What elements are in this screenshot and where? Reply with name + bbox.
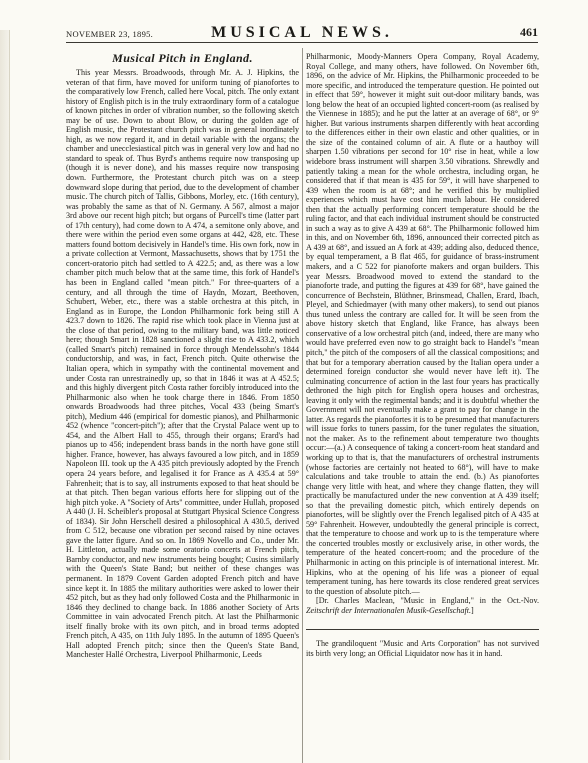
news-note bbox=[306, 639, 539, 658]
header-rule bbox=[66, 42, 538, 43]
source-prefix: [Dr. Charles Maclean, "Music in England," in the Oct.-Nov. bbox=[316, 596, 539, 606]
article-source bbox=[306, 596, 539, 615]
right-column bbox=[306, 52, 539, 658]
article-body-right: Philharmonic, Moody-Manners Opera Company, Royal Academy, Royal College, and many others, have followed. On November 6th, 1896, on the advice of Mr. Hipkins, the Philharmonic proceeded to be more specific, and introduced the temperature question. He pointed out in effect that 59°, however it might suit out-door military bands, was long below the heat of an occupied lighted concert-room (as realised by the Viennese in 1885); and he put the latter at an average of 68°, or 9° higher. But various instruments sharpen differently with heat according to the differences either in their own elastic and other qualities, or in the size of the contained column of air. A flute or a hautboy will sharpen 1.50 vibrations per second for 10° rise in heat, while a low wideborе brass instrument will sharpen 3.50 vibrations. Shrewdly and patiently taking a mean for the whole orchestra, including organ, he considered that if that mean is 435 for 59°, it will have sharpened to 439 when the room is at 68°; and he verified this by multiplied experiences which must have cost him much labour. He considered then that the actually performing concert temperature should be the ruling factor, and that each individual instrument should be constructed in such a way as to give A 439 at 68°. The Philharmonic followed him in this, and on November 6th, 1896, announced their corrected pitch as A 439 at 68°, and issued an A fork at 439; adding also, deduced thence, by equal temperament, a B flat 465, for guidance of brass-instrument makers, and a C 522 for pianoforte makers and organ builders. This year Messrs. Broadwood moved to extend the standard to the pianoforte trade, and putting the figures at 439 for 68°, have gained the concurrence of Bechstein, Blüthner, Brinsmead, Challen, Erard, Ibach, Pleyel, and Schiedmayer (with many other makers), to send out pianos thus tuned unless the contrary are called for. It will be seen from the above history sketch that England, like France, has always been conservative of a low orchestral pitch (and, indeed, there are many who would have preferred even now to go straight back to Handel's "mean pitch," the pitch of the composers of all the classical compositions; and that but for a temporary aberration caused by the Italian opera under a determined foreign conductor she would never have left it). The culminating concurrence of action in the last four years has practically dethroned the high pitch for English opera houses and orchestras, leaving it only with the regimental bands; and it is doubtful whether the Government will not eventually make a grant to pay for change in the latter. As regards the pianofortes it is to be presumed that manufacturers will issue forks to tuners passim, for the tuner regulates the situation, not the maker. As to the refinement about temperature two thoughts occur:—(a.) A consequence of taking a concert-room heat standard and working up to that is, that the manufacturers of orchestral instruments (whose factories are certainly not heated to 68°), will have to make calculations and take trouble to attain the end. (b.) As pianofortes change very little with heat, and where they change flatten, they will practically be manufactured under the new convention at A 439 itself; so that the prevailing domestic pitch, which entirely depends on pianofortes, will be slightly over the French legalised pitch of A 435 at 59° Fahrenheit. However, undoubtedly the general principle is correct, that the temperature to choose and work up to is the temperature where the concerted troubles mostly or exclusively arise, in other words, the temperature of the heated concert-room; and the procedure of the Philharmonic in acting on this principle is of international interest. Mr. Hipkins, who at the opening of his life was a pioneer of equal temperament tuning, has here towards its close rendered great services to the question of absolute pitch.— bbox=[306, 52, 539, 596]
page-number: 461 bbox=[520, 25, 538, 39]
source-journal: Zeitschrift der Internationalen Musik-Gesellschaft. bbox=[306, 605, 471, 615]
issue-date: NOVEMBER 23, 1895. bbox=[66, 29, 154, 39]
binding-edge bbox=[0, 30, 10, 760]
left-column bbox=[66, 52, 299, 660]
news-note-text: The grandiloquent "Music and Arts Corporation" has not survived its birth very long; an Official Liquidator now has it in hand. bbox=[306, 639, 539, 658]
section-rule bbox=[306, 629, 539, 630]
article-body-left: This year Messrs. Broadwoods, through Mr. A. J. Hipkins, the veteran of that firm, have moved for uniform tuning of pianofortes to the comparatively low French, called here Vocal, pitch. The only extant history of English pitch is in the truly extraordinary form of a catalogue of known pitches in order of vibration number, so the following sketch may be of use. Down to about Blow, or during the golden age of English music, the Protestant church pitch was in general inordinately high, as we now regard it, and in detail variable with the organs; the chamber and unecclesiastical pitch was in general very low and had no standard to speak of. Thus Byrd's anthems require now transposing up (though it is never done), and his masses require now transposing down. Furthermore, the Protestant church pitch was on a steep downward slope during that period, due to the development of chamber music. The church pitch of Tallis, Gibbons, Morley, etc. (16th century), was probably the same as that of N. Germany. A 567, almost a major 3rd above our recent high pitch; but organs of Purcell's time (latter part of 17th century), had come down to A 474, a semitone only above, and there were within the period even some organs at 442, 428, etc. These matters found bottom decisively in Handel's time. His own fork, now in a private collection at Vermont, Massachusetts, shows that by 1751 the concert-oratorio pitch had settled to A 422.5; and, as there was a low chamber pitch much below that at the same time, this fork of Handel's has been in England called "mean pitch." For three-quarters of a century, and all through the time of Haydn, Mozart, Beethoven, Schubert, Weber, etc., there was a stable orchestra at this pitch, in England as in Europe, the London Philharmonic fork being still A 423.7 down to 1826. The rapid rise which took place in Vienna just at the close of that period, owing to the military band, was little noticed here; though Smart in 1828 sanctioned a slight rise to A 433.2, which (called Smart's pitch) remained in force through Mendelssohn's 1844 conductorship, and was, in fact, French pitch. Quite otherwise the Italian opera, which in sympathy with the continental movement and under Costa ran unrestrainedly up, so that in 1846 it was at A 452.5; and this highly divergent pitch Costa rather forcibly introduced into the Philharmonic also when he took charge there in 1846. From 1850 onwards Broadwoods had three pitches, Vocal 433 (being Smart's pitch), Medium 446 (empirical for domestic pianos), and Philharmonic 452 (whence "concert-pitch"); after that the Crystal Palace went up to 454, and the Albert Hall to 455, through their organs; Erard's had pianos up to 456; independent brass bands in the north have gone still higher. France, however, has always favoured a low pitch, and in 1859 Napoleon III. took up the A 435 pitch previously adopted by the French opera 24 years before, and legalised it for France as A 435.4 at 59° Fahrenheit; that is to say, all instruments exposed to that heat should be at that pitch. Then began various efforts here for slipping out of the high pitch yoke. A "Society of Arts" committee, under Hullah, proposed A 440 (J. H. Scheibler's proposal at Stuttgart Physical Science Congress of 1834). Sir John Herschell desired a philosophical A 430.5, derived from C 512, because one vibration per second raised by nine octaves gave the latter figure. And so on. In 1869 Novello and Co., under Mr. H. Littleton, actually made some oratorio concerts at French pitch, Barnby conductor, and new instruments being bought; Cusins similarly with the Queen's State Band; but neither of these changes was permanent. In 1879 Covent Garden adopted French pitch and have since kept it. In 1885 the military authorities were asked to lower their 452 pitch, but as they had only followed Costa and the Philharmonic in 1846 they declined to change back. In 1886 another Society of Arts Committee in vain advocated French pitch. At last the Philharmonic itself finally broke with its own pitch, and in broad terms adopted French pitch, A 435, on 11th July 1895. In the autumn of 1895 Queen's Hall adopted French pitch; since then the Queen's State Band, Manchester Hallé Orchestra, Liverpool Philharmonic, Leeds bbox=[66, 68, 299, 660]
source-suffix: ] bbox=[471, 605, 474, 615]
column-divider bbox=[302, 48, 303, 763]
publication-title: MUSICAL NEWS. bbox=[211, 24, 393, 41]
article-title: Musical Pitch in England. bbox=[112, 51, 253, 65]
running-head bbox=[66, 20, 538, 42]
